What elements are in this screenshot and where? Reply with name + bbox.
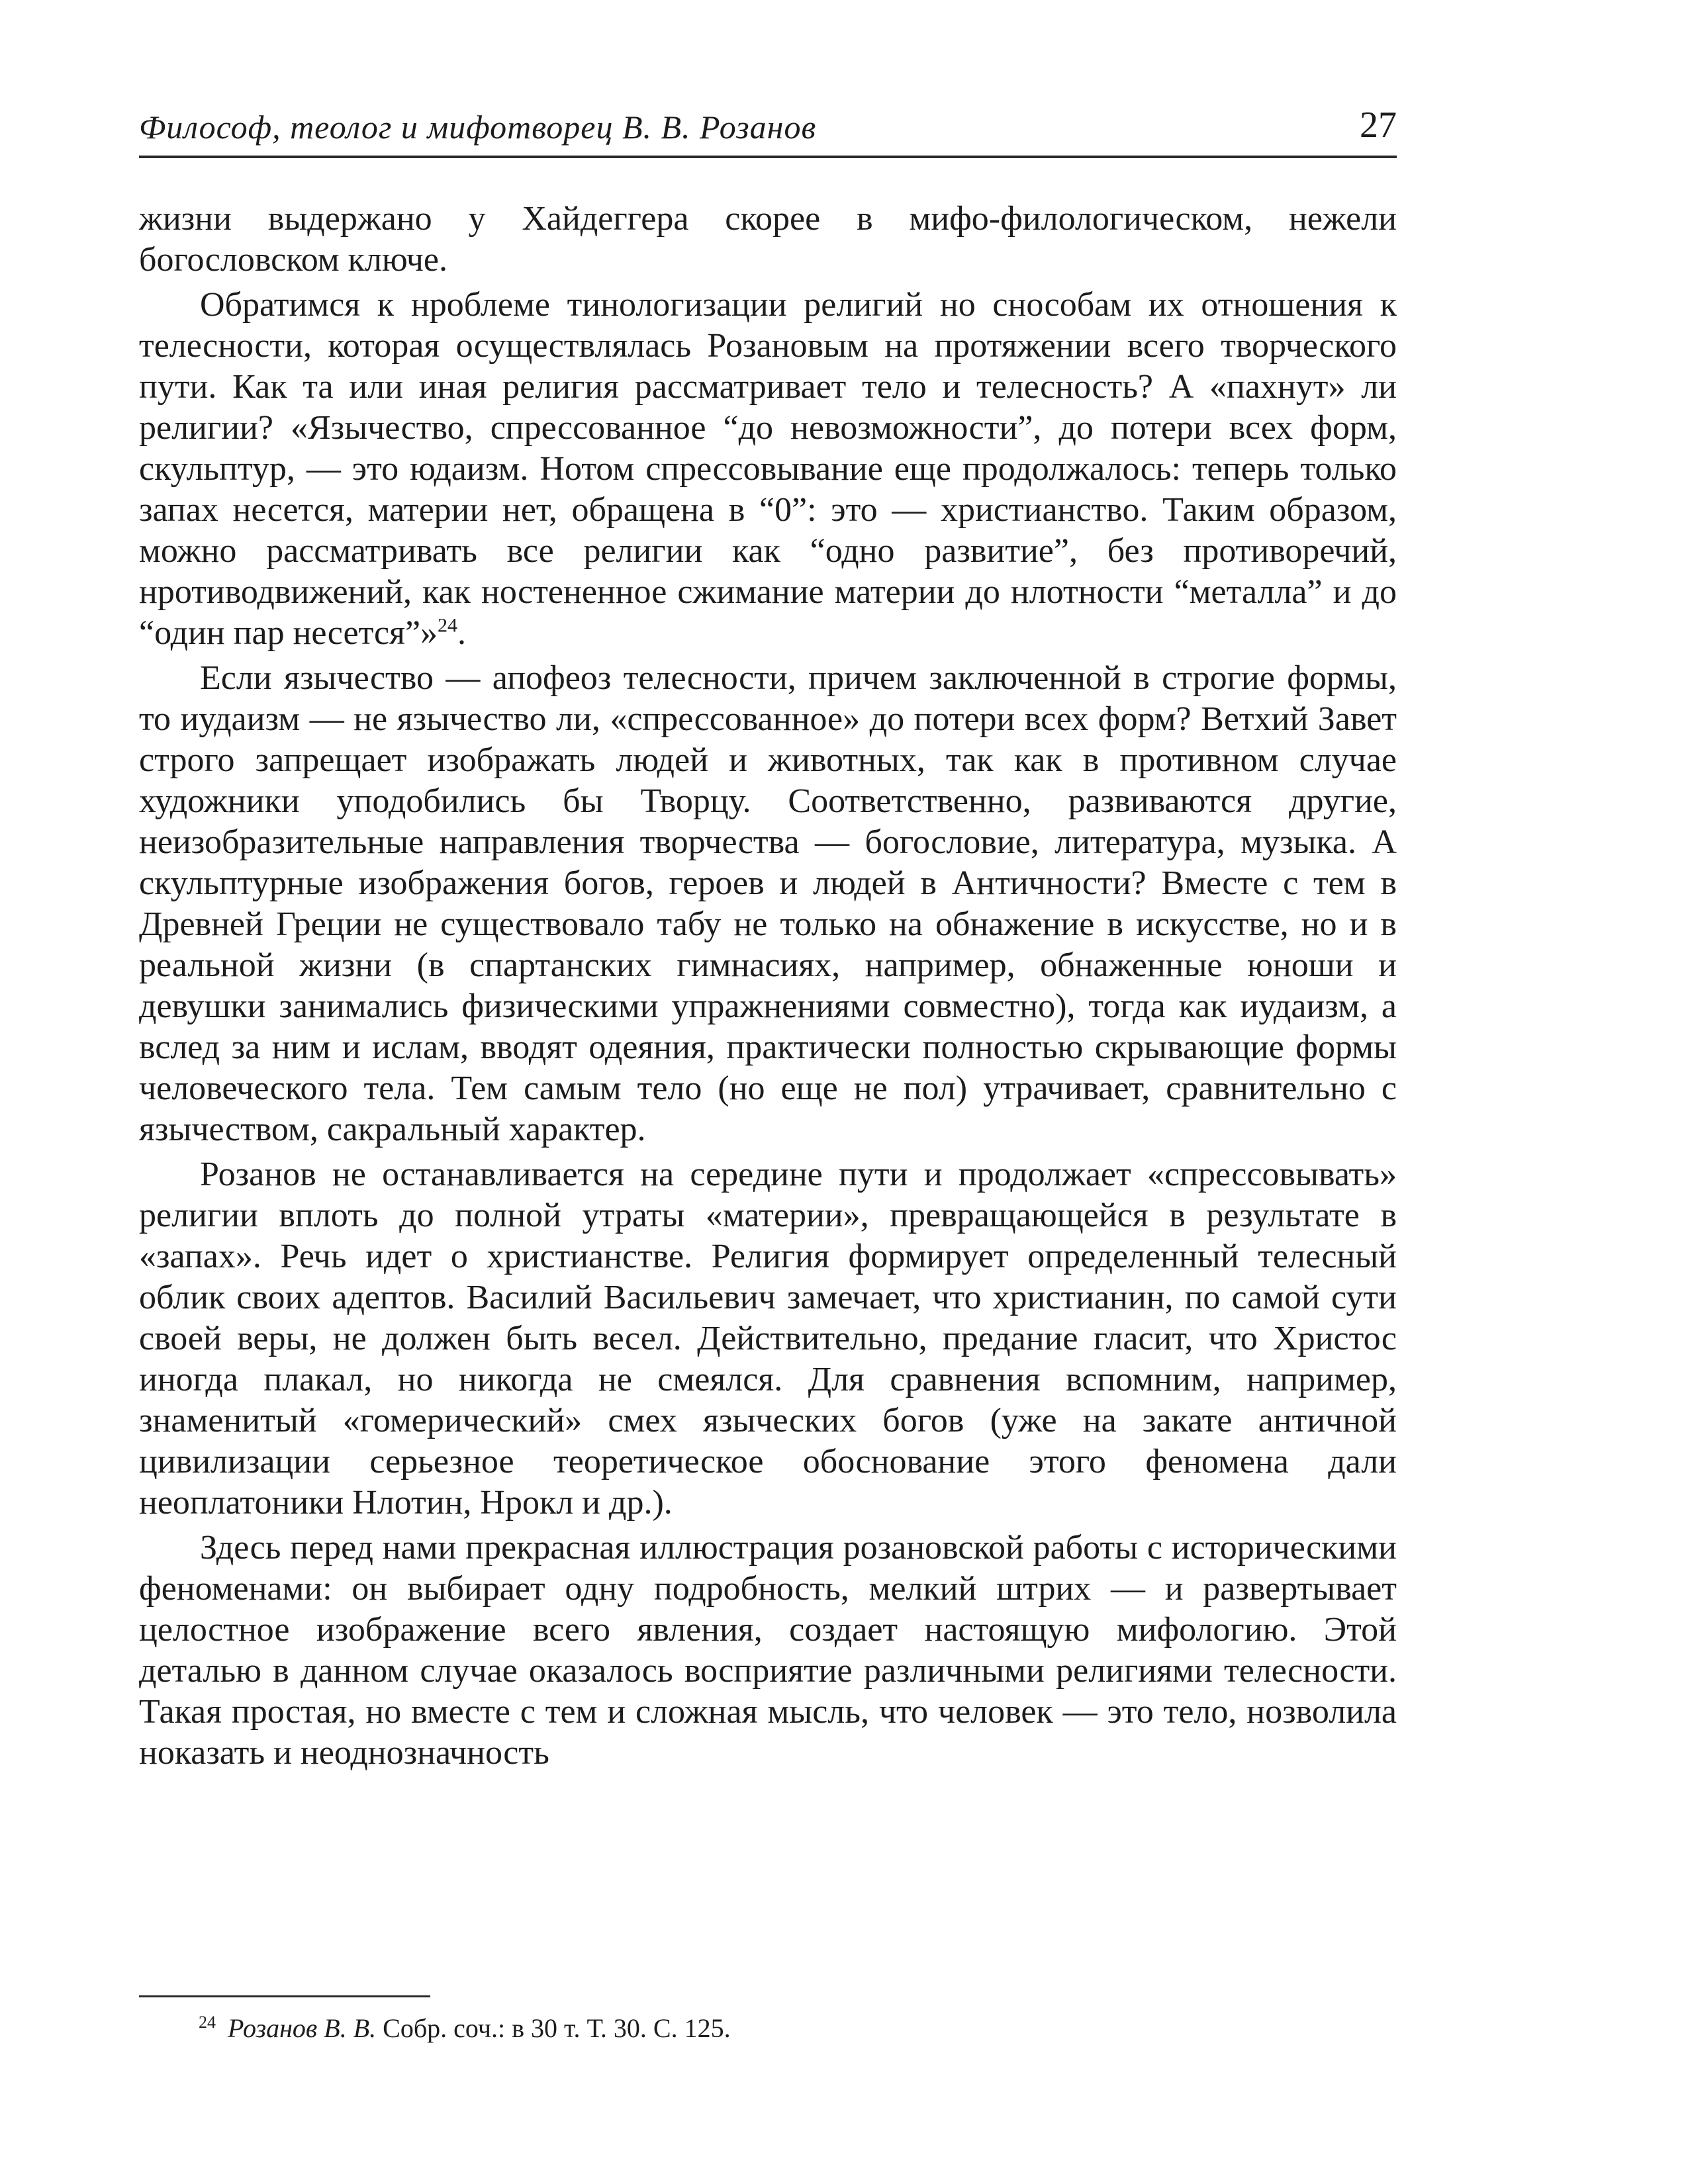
- running-title: Философ, теолог и мифотворец В. В. Розанов: [139, 109, 817, 146]
- footnote-author: Розанов В. В.: [228, 2013, 377, 2043]
- footnote-text: Собр. соч.: в 30 т. Т. 30. С. 125.: [383, 2013, 731, 2043]
- footnote-reference[interactable]: 24: [438, 614, 458, 637]
- footnote: [199, 2012, 1390, 2045]
- footnote-divider: [139, 1995, 430, 1997]
- paragraph-with-footnote: Обратимся к нроблеме тинологизации религий но снособам их отношения к телесности, которая осуществлялась Розановым на протяжении всего творческого пути. Как та или иная религия рассматривает тело и телесность? А «пахнут» ли религии? «Язычество, спрессованное “до невозможности”, до потери всех форм, скульптур, — это юдаизм. Нотом спрессовывание еще продолжалось: теперь только запах несется, материи нет, обращена в “0”: это — христианство. Таким образом, можно рассматривать все религии как “одно развитие”, без противоречий, нротиводвижений, как ностененное сжимание материи до нлотности “металла” и до “один пар несется”»$^{24}$.: [139, 286, 1397, 652]
- paragraph: Розанов не останавливается на середине пути и продолжает «спрессовывать» религии вплоть до полной утраты «материи», превращающейся в результате в «запах». Речь идет о христианстве. Религия формирует определенный телесный облик своих адептов. Василий Васильевич замечает, что христианин, по самой сути своей веры, не должен быть весел. Действительно, предание гласит, что Христос иногда плакал, но никогда не смеялся. Для сравнения вспомним, например, знаменитый «гомерический» смех языческих богов (уже на закате античной цивилизации серьезное теоретическое обоснование этого феномена дали неоплатоники Нлотин, Нрокл и др.).: [139, 1156, 1397, 1522]
- main-text: [139, 199, 1397, 1778]
- paragraph: Если язычество — апофеоз телесности, причем заключенной в строгие формы, то иудаизм — не язычество ли, «спрессованное» до потери всех форм? Ветхий Завет строго запрещает изображать людей и животных, так как в противном случае художники уподобились бы Творцу. Соответственно, развиваются другие, неизобразительные направления творчества — богословие, литература, музыка. А скульптурные изображения богов, героев и людей в Античности? Вместе с тем в Древней Греции не существовало табу не только на обнажение в искусстве, но и в реальной жизни (в спартанских гимнасиях, например, обнаженные юноши и девушки занимались физическими упражнениями совместно), тогда как иудаизм, а вслед за ним и ислам, вводят одеяния, практически полностью скрывающие формы человеческого тела. Тем самым тело (но еще не пол) утрачивает, сравнительно с язычеством, сакральный характер.: [139, 659, 1397, 1148]
- page-number: 27: [1360, 105, 1397, 146]
- paragraph: жизни выдержано у Хайдеггера скорее в мифо-филологическом, нежели богословском ключе.: [139, 200, 1397, 279]
- paragraph: Здесь перед нами прекрасная иллюстрация розановской работы с историческими феноменами: он выбирает одну подробность, мелкий штрих — и развертывает целостное изображение всего явления, создает настоящую мифологию. Этой деталью в данном случае оказалось восприятие различными религиями телесности. Такая простая, но вместе с тем и сложная мысль, что человек — это тело, нозволила ноказать и неоднозначность: [139, 1529, 1397, 1772]
- footnote-number: 24: [199, 2012, 216, 2032]
- running-header: [139, 96, 1397, 158]
- paragraph-text: Обратимся к нроблеме тинологизации религий но снособам их отношения к телесности, которая осуществлялась Розановым на протяжении всего творческого пути. Как та или иная религия рассматривает тело и телесность? А «пахнут» ли религии? «Язычество, спрессованное “до невозможности”, до потери всех форм, скульптур, — это юдаизм. Нотом спрессовывание еще продолжалось: теперь только запах несется, материи нет, обращена в “0”: это — христианство. Таким образом, можно рассматривать все религии как “одно развитие”, без противоречий, нротиводвижений, как ностененное сжимание материи до нлотности “металла” и до “один пар несется”»: [139, 286, 1397, 652]
